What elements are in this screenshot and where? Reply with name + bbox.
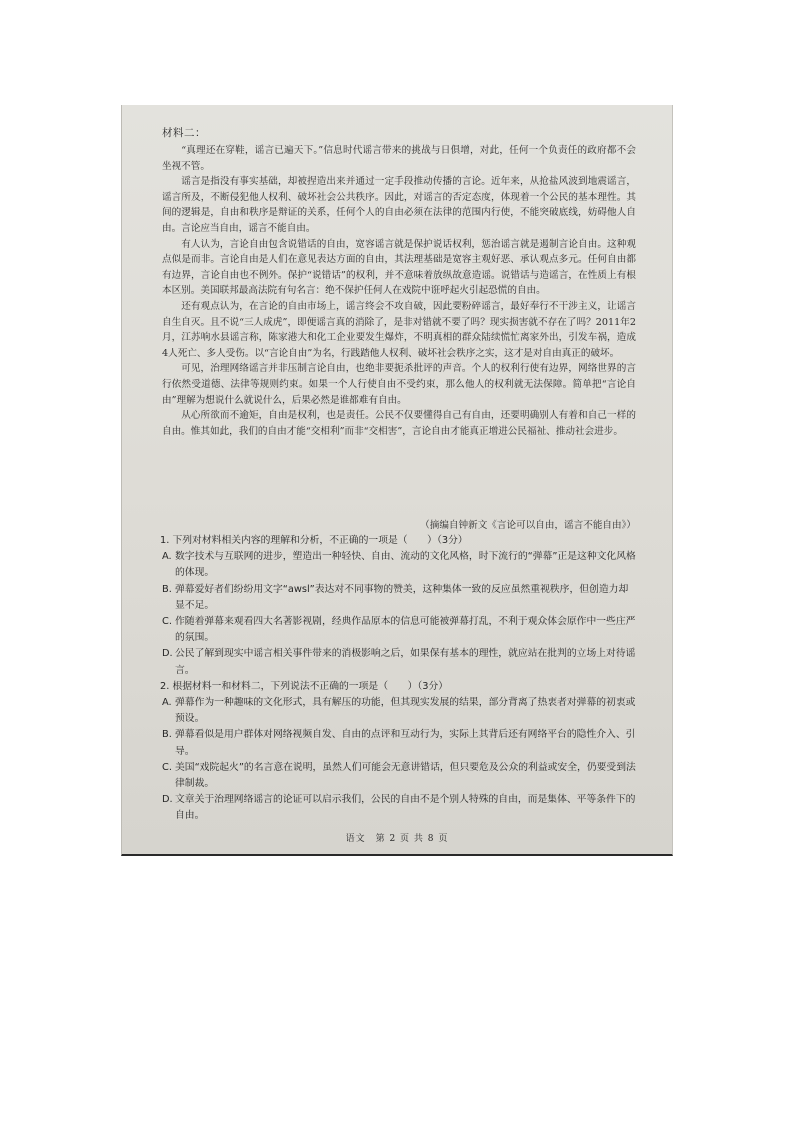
page-footer: 语文 第 2 页 共 8 页 [345,834,449,844]
material-paragraph: 谣言是指没有事实基础，却被捏造出来并通过一定手段推动传播的言论。近年来，从抢盐风波到地震谣言，谣言所及，不断侵犯他人权利、破坏社会公共秩序。因此，对谣言的否定态度，体现着一个公民的基本理性。其间的逻辑是，自由和秩序是辩证的关系，任何个人的自由必须在法律的范围内行使，不能突破底线，妨碍他人自由。言论应当自由，谣言不能自由。 [162,176,636,234]
option-text: 数字技术与互联网的进步，塑造出一种轻快、自由、流动的文化风格，时下流行的“弹幕”正是这种文化风格的体现。 [175,551,636,579]
answer-option [160,549,638,581]
option-text: 弹幕爱好者们纷纷用文字“awsl”表达对不同事物的赞美，这种集体一致的反应虽然重视秩序，但创造力却显不足。 [175,583,629,611]
option-letter: B. [162,583,172,595]
question-section [160,533,638,825]
option-letter: C. [162,616,172,628]
option-text: 美国“戏院起火”的名言意在说明，虽然人们可能会无意讲错话，但只要危及公众的利益或安全，仍要受到法律制裁。 [175,761,636,790]
answer-option [160,695,638,727]
option-letter: A. [162,551,172,563]
answer-option [160,727,638,759]
option-letter: C. [162,761,172,773]
question-2 [160,679,638,825]
source-citation: （摘编自钟新文《言论可以自由，谣言不能自由》） [420,520,636,531]
material-text [162,143,636,439]
material-paragraph: “真理还在穿鞋，谣言已遍天下。”信息时代谣言带来的挑战与日俱增，对此，任何一个负责任的政府都不会坐视不管。 [162,145,636,172]
option-letter: D. [162,794,173,806]
option-letter: D. [162,648,173,660]
material-paragraph: 从心所欲而不逾矩，自由是权利，也是责任。公民不仅要懂得自己有自由，还要明确别人有着和自己一样的自由。惟其如此，我们的自由才能“交相利”而非“交相害”，言论自由才能真正增进公民福祉、推动社会进步。 [162,410,636,437]
option-letter: B. [162,729,172,741]
option-text: 弹幕看似是用户群体对网络视频自发、自由的点评和互动行为，实际上其背后还有网络平台的隐性介入、引导。 [175,729,636,757]
material-paragraph: 还有观点认为，在言论的自由市场上，谣言终会不攻自破，因此要粉碎谣言，最好奉行不干涉主义，让谣言自生自灭。且不说“三人成虎”，即便谣言真的消除了，是非对错就不要了吗？现实损害就不存在了吗？2011年2月，江苏响水县谣言称，陈家港大和化工企业要发生爆炸，不明真相的群众陆续慌忙离家外出，引发车祸，造成4人死亡、多人受伤。以“言论自由”为名，行践踏他人权利、破坏社会秩序之实，这才是对自由真正的破坏。 [162,300,636,359]
answer-option [160,792,638,824]
scanned-exam-page [121,105,673,856]
question-stem: 2. 根据材料一和材料二，下列说法不正确的一项是（ ）（3分） [160,680,449,692]
answer-option [160,760,638,792]
option-text: 公民了解到现实中谣言相关事件带来的消极影响之后，如果保有基本的理性，就应站在批判的立场上对待谣言。 [175,648,636,676]
material-paragraph: 可见，治理网络谣言并非压制言论自由，也绝非要扼杀批评的声音。个人的权利行使有边界，网络世界的言行依然受道德、法律等规则约束。如果一个人行使自由不受约束，那么他人的权利就无法保障。简单把“言论自由”理解为想说什么就说什么，后果必然是谁都难有自由。 [162,363,636,406]
option-letter: A. [162,697,172,709]
question-stem: 1. 下列对材料相关内容的理解和分析，不正确的一项是（ ）（3分） [160,535,468,546]
material-paragraph: 有人认为，言论自由包含说错话的自由，宽容谣言就是保护说话权利，惩治谣言就是遏制言论自由。这种观点似是而非。言论自由是人们在意见表达方面的自由，其法理基础是宽容主观好恶、承认观点多元。任何自由都有边界，言论自由也不例外。保护“说错话”的权利，并不意味着放纵故意造谣。说错话与造谣言，在性质上有根本区别。美国联邦最高法院有句名言：绝不保护任何人在戏院中诳呼起火引起恐慌的自由。 [162,238,636,297]
answer-option [160,582,638,614]
option-text: 文章关于治理网络谣言的论证可以启示我们，公民的自由不是个别人特殊的自由，而是集体、平等条件下的自由。 [175,794,636,822]
answer-option [160,646,638,678]
answer-option [160,614,638,646]
material-heading: 材料二： [162,127,206,139]
question-1 [160,533,638,679]
option-text: 作随着弹幕来观看四大名著影视剧，经典作品原本的信息可能被弹幕打乱，不利于观众体会原作中一些庄严的氛围。 [175,616,636,644]
option-text: 弹幕作为一种趣味的文化形式，具有解压的功能，但其现实发展的结果，部分背离了热衷者对弹幕的初衷或预设。 [175,697,636,725]
